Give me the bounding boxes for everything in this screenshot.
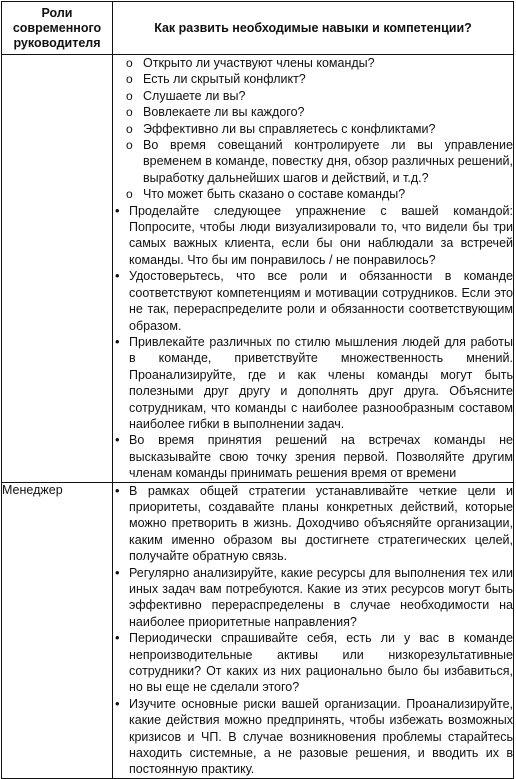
item-text: Во время совещаний контролируете ли вы управление временем в команде, повестку дня, обзор различных решений, выработку дальнейших шагов и действий, и т.д.?	[143, 138, 513, 185]
item-text: Что может быть сказано о составе команды?	[143, 187, 406, 202]
item-text: В рамках общей стратегии устанавливайте четкие цели и приоритеты, создавайте планы конкретных действий, которые можно претворить в жизнь. Доходчиво объясняйте организации, каким именно образом вы достигнете стратегических целей, получайте обратную связь.	[129, 483, 513, 564]
item-text: Изучите основные риски вашей организации. Проанализируйте, какие действия можно предпринять, чтобы избежать возможных кризисов и ЧП. В случае возникновения проблемы старайтесь находить системные, а не разовые решения, и вводить их в постоянную практику.	[129, 696, 513, 777]
sub-list-item	[113, 55, 513, 71]
item-text: Периодически спрашивайте себя, есть ли у вас в команде непроизводительные активы или низкорезультативные сотрудники? От каких из них рационально было бы избавиться, но вы еще не сделали этого?	[129, 631, 513, 695]
bullet-list-item	[113, 630, 513, 696]
circle-bullet-icon: o	[126, 138, 133, 153]
item-text: Эффективно ли вы справляетесь с конфликтами?	[143, 121, 436, 136]
sub-list-item	[113, 186, 513, 202]
sub-list-item	[113, 88, 513, 104]
bullet-list-item	[113, 203, 513, 269]
dot-bullet-icon: •	[115, 333, 120, 349]
circle-bullet-icon: o	[126, 72, 133, 87]
item-text: Проделайте следующее упражнение с вашей командой: Попросите, чтобы люди визуализировали то, что видели бы три самых важных клиента, если бы они наблюдали за встречей команды. Что бы им понравилось / не понравилось?	[129, 203, 513, 267]
circle-bullet-icon: o	[126, 88, 133, 103]
table-header-row	[2, 2, 514, 55]
dot-bullet-icon: •	[115, 202, 120, 218]
header-roles: Роли современного руководителя	[2, 2, 113, 55]
bullet-list-item	[113, 334, 513, 432]
circle-bullet-icon: o	[126, 56, 133, 70]
advice-list	[113, 55, 513, 482]
item-text: Привлекайте различных по стилю мышления людей для работы в команде, приветствуйте множественность мнений. Проанализируйте, где и как члены команды могут быть полезными друг другу и дополнять друг друга. Объясните сотрудникам, что команды с наиболее разнообразным составом наиболее гибки в выполнении задач.	[129, 334, 513, 431]
sub-list-item	[113, 104, 513, 120]
role-cell	[2, 55, 113, 483]
item-text: Удостоверьтесь, что все роли и обязанности в команде соответствуют компетенциям и мотивации сотрудников. Если это не так, перераспределите роли и обязанности соответствующим образом.	[129, 269, 513, 333]
dot-bullet-icon: •	[115, 432, 120, 448]
bullet-list-item	[113, 432, 513, 481]
dot-bullet-icon: •	[115, 695, 120, 711]
item-text: Есть ли скрытый конфликт?	[143, 72, 306, 87]
sub-list-item	[113, 121, 513, 137]
content-cell	[113, 55, 514, 483]
item-text: Открыто ли участвуют члены команды?	[143, 56, 375, 70]
circle-bullet-icon: o	[126, 187, 133, 202]
item-text: Слушаете ли вы?	[143, 88, 246, 103]
dot-bullet-icon: •	[115, 630, 120, 646]
circle-bullet-icon: o	[126, 121, 133, 136]
bullet-list-item	[113, 565, 513, 631]
circle-bullet-icon: o	[126, 105, 133, 120]
advice-list	[113, 483, 513, 778]
table-row	[2, 482, 514, 778]
sub-list-item	[113, 71, 513, 87]
role-cell: Менеджер	[2, 482, 113, 778]
content-cell	[113, 482, 514, 778]
dot-bullet-icon: •	[115, 268, 120, 284]
roles-table	[1, 1, 514, 779]
bullet-list-item	[113, 696, 513, 778]
item-text: Во время принятия решений на встречах команды не высказывайте свою точку зрения первой. Позволяйте другим членам команды принимать решения время от времени	[129, 433, 513, 481]
item-text: Вовлекаете ли вы каждого?	[143, 105, 305, 120]
dot-bullet-icon: •	[115, 482, 120, 498]
item-text: Регулярно анализируйте, какие ресурсы для выполнения тех или иных задач вам потребуются. Какие из этих ресурсов могут быть эффективно перераспределены в случае необходимости на наиболее приоритетные направления?	[129, 565, 513, 629]
bullet-list-item	[113, 483, 513, 565]
dot-bullet-icon: •	[115, 564, 120, 580]
table-row	[2, 55, 514, 483]
sub-list-item	[113, 137, 513, 186]
header-skills: Как развить необходимые навыки и компетенции?	[113, 2, 514, 55]
bullet-list-item	[113, 268, 513, 334]
